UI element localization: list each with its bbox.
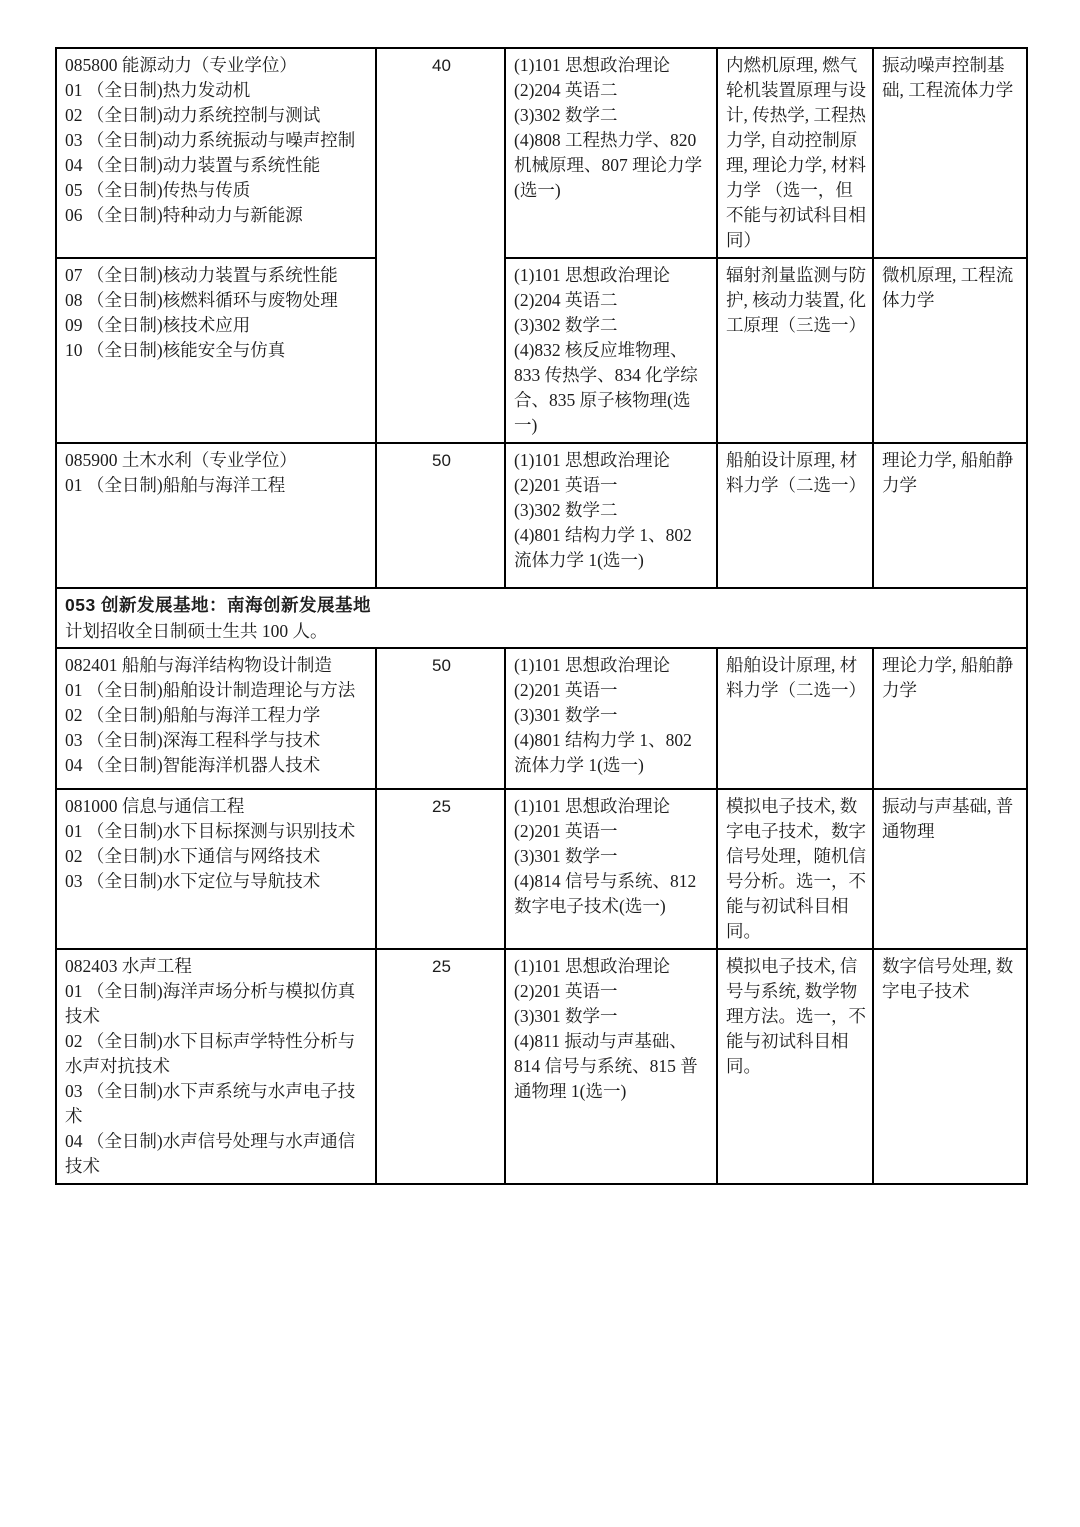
exam-item: (3)302 数学二 [514,315,618,335]
exam-item: (2)204 英语二 [514,80,618,100]
exam-subjects-cell [505,258,717,443]
direction-line: 02 （全日制)船舶与海洋工程力学 [65,705,321,725]
direction-line: 03 （全日制)水下定位与导航技术 [65,871,321,891]
additional-subjects: 数字信号处理, 数字电子技术 [873,949,1027,1184]
program-code-line: 082401 船舶与海洋结构物设计制造 [65,655,332,675]
program-cell [56,258,376,443]
direction-line: 06 （全日制)特种动力与新能源 [65,205,303,225]
section-band-053 [56,588,1027,648]
direction-line: 03 （全日制)动力系统振动与噪声控制 [65,130,356,150]
exam-item: (2)201 英语一 [514,475,618,495]
program-row-085900 [56,443,1027,588]
direction-line: 04 （全日制)水声信号处理与水声通信技术 [65,1131,356,1176]
enrollment-quota: 40 [376,48,505,443]
exam-item: (1)101 思想政治理论 [514,796,671,816]
program-code-line: 085800 能源动力（专业学位） [65,55,297,75]
additional-subjects: 微机原理, 工程流体力学 [873,258,1027,443]
exam-item: (3)301 数学一 [514,1006,618,1026]
program-row-085800-b [56,258,1027,443]
direction-line: 04 （全日制)智能海洋机器人技术 [65,755,321,775]
direction-line: 10 （全日制)核能安全与仿真 [65,340,286,360]
retest-subjects: 模拟电子技术, 信号与系统, 数学物理方法。选一，不能与初试科目相同。 [717,949,873,1184]
exam-subjects-cell [505,443,717,588]
section-band-cell [56,588,1027,648]
retest-subjects: 模拟电子技术, 数字电子技术，数字信号处理，随机信号分析。选一，不能与初试科目相同。 [717,789,873,949]
retest-subjects: 船舶设计原理, 材料力学（二选一） [717,443,873,588]
direction-line: 01 （全日制)海洋声场分析与模拟仿真技术 [65,981,356,1026]
additional-subjects: 振动噪声控制基础, 工程流体力学 [873,48,1027,258]
direction-line: 05 （全日制)传热与传质 [65,180,251,200]
additional-subjects: 理论力学, 船舶静力学 [873,443,1027,588]
exam-item: (4)811 振动与声基础、814 信号与系统、815 普通物理 1(选一) [514,1031,698,1101]
direction-line: 01 （全日制)热力发动机 [65,80,251,100]
retest-subjects: 船舶设计原理, 材料力学（二选一） [717,648,873,789]
program-row-081000 [56,789,1027,949]
additional-subjects: 振动与声基础, 普通物理 [873,789,1027,949]
program-cell [56,949,376,1184]
direction-line: 08 （全日制)核燃料循环与废物处理 [65,290,338,310]
enrollment-quota: 50 [376,443,505,588]
exam-item: (3)301 数学一 [514,846,618,866]
direction-line: 04 （全日制)动力装置与系统性能 [65,155,321,175]
exam-item: (2)204 英语二 [514,290,618,310]
enrollment-quota: 50 [376,648,505,789]
exam-item: (4)801 结构力学 1、802 流体力学 1(选一) [514,525,692,570]
program-cell [56,443,376,588]
program-code-line: 085900 土木水利（专业学位） [65,450,297,470]
direction-line: 02 （全日制)水下目标声学特性分析与水声对抗技术 [65,1031,356,1076]
program-code-line: 081000 信息与通信工程 [65,796,245,816]
direction-line: 07 （全日制)核动力装置与系统性能 [65,265,338,285]
exam-item: (2)201 英语一 [514,821,618,841]
additional-subjects: 理论力学, 船舶静力学 [873,648,1027,789]
section-band-subtitle: 计划招收全日制硕士生共 100 人。 [65,621,328,641]
direction-line: 01 （全日制)船舶设计制造理论与方法 [65,680,356,700]
exam-item: (1)101 思想政治理论 [514,655,671,675]
program-cell [56,48,376,258]
program-cell [56,648,376,789]
direction-line: 01 （全日制)水下目标探测与识别技术 [65,821,356,841]
exam-item: (1)101 思想政治理论 [514,265,671,285]
enrollment-quota: 25 [376,789,505,949]
exam-item: (3)301 数学一 [514,705,618,725]
direction-line: 01 （全日制)船舶与海洋工程 [65,475,286,495]
exam-subjects-cell [505,949,717,1184]
exam-item: (2)201 英语一 [514,680,618,700]
section-band-title: 053 创新发展基地：南海创新发展基地 [65,595,372,615]
program-row-082401 [56,648,1027,789]
exam-item: (4)808 工程热力学、820 机械原理、807 理论力学(选一) [514,130,703,200]
exam-item: (3)302 数学二 [514,500,618,520]
exam-item: (1)101 思想政治理论 [514,956,671,976]
program-code-line: 082403 水声工程 [65,956,192,976]
exam-subjects-cell [505,789,717,949]
exam-item: (3)302 数学二 [514,105,618,125]
retest-subjects: 内燃机原理, 燃气轮机装置原理与设计, 传热学, 工程热力学, 自动控制原理, 理论力学, 材料力学 （选一，但不能与初试科目相同） [717,48,873,258]
exam-subjects-cell [505,48,717,258]
direction-line: 02 （全日制)水下通信与网络技术 [65,846,321,866]
exam-item: (4)801 结构力学 1、802 流体力学 1(选一) [514,730,692,775]
exam-item: (4)814 信号与系统、812 数字电子技术(选一) [514,871,697,916]
admissions-table [55,47,1028,1185]
direction-line: 09 （全日制)核技术应用 [65,315,251,335]
exam-item: (1)101 思想政治理论 [514,450,671,470]
exam-item: (1)101 思想政治理论 [514,55,671,75]
program-cell [56,789,376,949]
program-row-082403 [56,949,1027,1184]
direction-line: 03 （全日制)深海工程科学与技术 [65,730,321,750]
exam-item: (4)832 核反应堆物理、833 传热学、834 化学综合、835 原子核物理(选一) [514,340,698,435]
program-row-085800-a [56,48,1027,258]
retest-subjects: 辐射剂量监测与防护, 核动力装置, 化工原理（三选一） [717,258,873,443]
direction-line: 03 （全日制)水下声系统与水声电子技术 [65,1081,356,1126]
exam-item: (2)201 英语一 [514,981,618,1001]
enrollment-quota: 25 [376,949,505,1184]
exam-subjects-cell [505,648,717,789]
direction-line: 02 （全日制)动力系统控制与测试 [65,105,321,125]
